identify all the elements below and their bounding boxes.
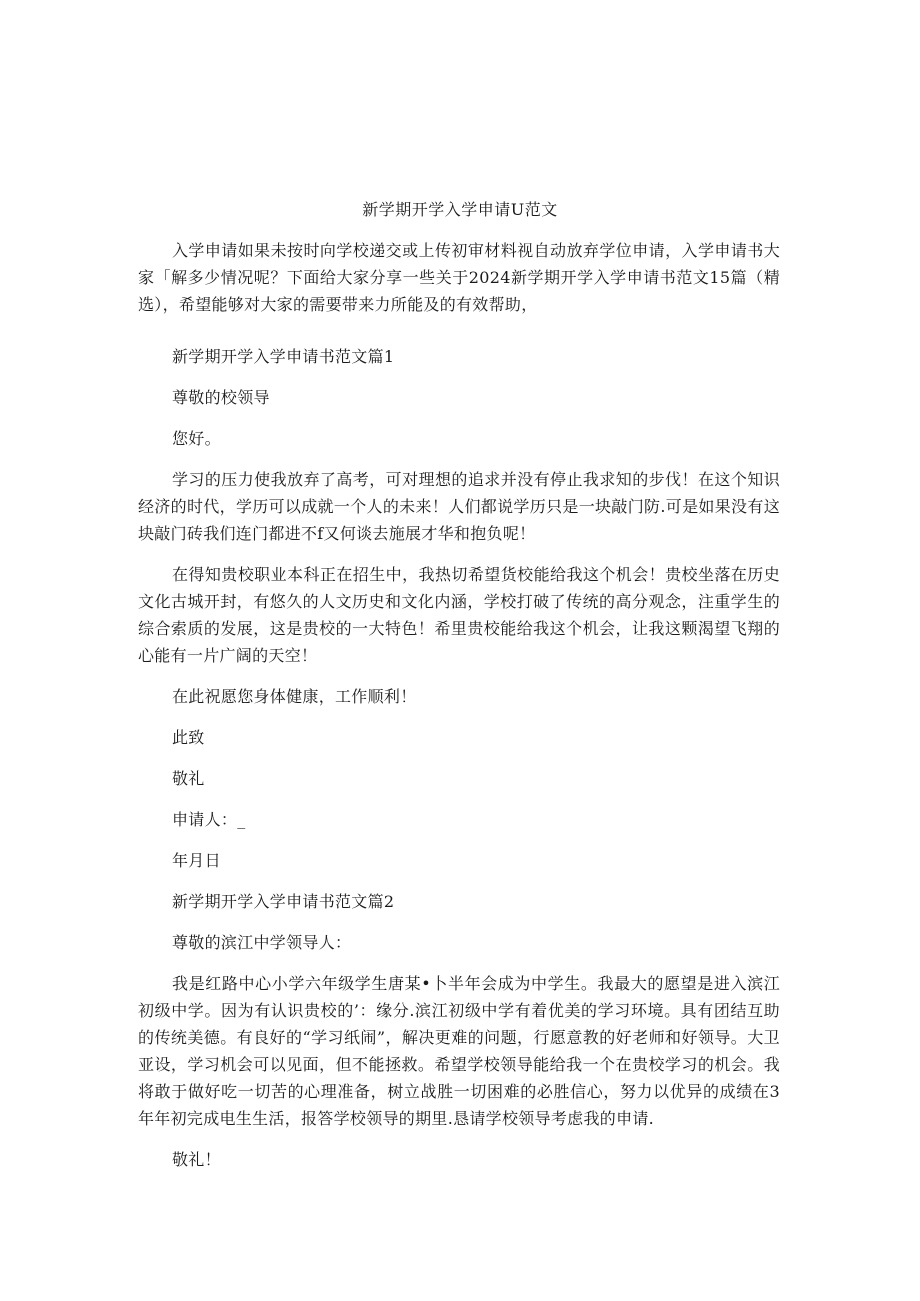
document-body [138,237,780,1173]
article2-heading: 新学期开学入学申请书范文篇2 [172,892,395,911]
article1-wish: 在此祝愿您身体健康，工作顺利！ [172,687,417,706]
article1-applicant: 申请人：_ [172,810,246,829]
article2-salutation: 尊敬的滨江中学领导人： [172,933,352,952]
document-title: 新学期开学入学申请U范文 [362,200,558,219]
article1-paragraph-2: 在得知贵校职业本科正在招生中，我热切希望货校能给我这个机会！贵校坐落在历史文化古城开封，有悠久的人文历史和文化内涵，学校打破了传统的高分观念，注重学生的综合索质的发展，这是贵校的一大特色！希里贵校能给我这个机会，让我这颗渴望飞翔的心能有一片广阔的天空！ [138,565,780,665]
article1-heading: 新学期开学入学申请书范文篇1 [172,347,395,366]
article2-paragraph-1: 我是红路中心小学六年级学生唐某•卜半年会成为中学生。我最大的愿望是进入滨江初级中学。因为有认识贵校的’：缘分.滨江初级中学有着优美的学习环境。具有团结互助的传统美德。有良好的“学习纸闹”，解决更难的问题，行愿意教的好老师和好领导。大卫亚设，学习机会可以见面，但不能拯救。希望学校领导能给我一个在贵校学习的机会。我将敢于做好吃一切苦的心理准备，树立战胜一切困难的必胜信心，努力以优异的成绩在3年年初完成电生生活，报答学校领导的期里.恳请学校领导考虑我的申请. [138,974,780,1128]
article2-closing: 敬礼！ [172,1150,221,1169]
article1-salutation: 尊敬的校领导 [172,388,270,407]
intro-paragraph: 入学申请如果未按时向学校递交或上传初审材料视自动放弃学位申请，入学申请书大家「解多少情况呢？下面给大家分享一些关于2024新学期开学入学申请书范文15篇（精选），希望能够对大家的需要带来力所能及的有效帮助， [138,241,780,314]
article1-paragraph-1: 学习的压力使我放弃了高考，可对理想的追求并没有停止我求知的步伐！在这个知识经济的时代，学历可以成就一个人的未来！人们都说学历只是一块敲门防.可是如果没有这块敲门砖我们连门都进不f又何谈去施展才华和抱负呢！ [138,470,780,543]
article1-date: 年月日 [172,851,221,870]
article1-greeting: 您好。 [172,429,221,448]
article1-closing-2: 敬礼 [172,769,205,788]
article1-closing-1: 此致 [172,728,205,747]
